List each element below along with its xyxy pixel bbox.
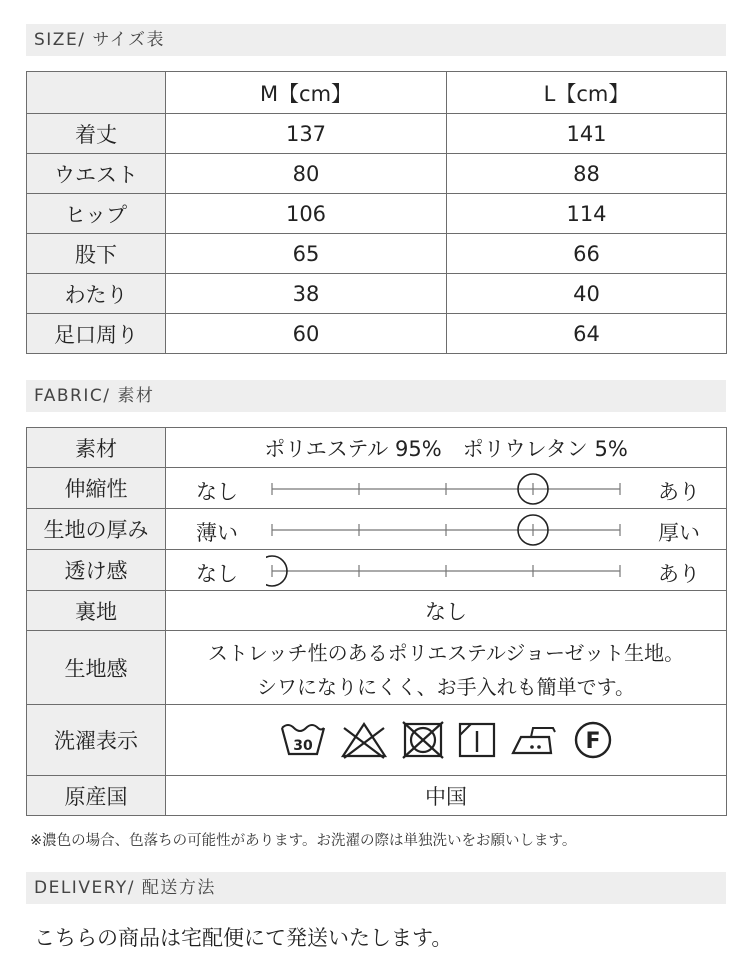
thickness-scale <box>166 509 727 550</box>
dry-clean-letter: F <box>585 729 601 754</box>
no-tumble-dry-icon <box>401 720 445 760</box>
sheerness-scale-track <box>266 550 626 590</box>
lining-label: 裏地 <box>27 591 166 631</box>
size-row-label: ウエスト <box>27 154 166 194</box>
size-m-value: 106 <box>166 194 447 234</box>
stretch-scale <box>166 468 727 509</box>
sheerness-left-word: なし <box>196 562 238 586</box>
iron-low-icon <box>509 720 561 760</box>
size-column-l: L【cm】 <box>447 72 727 114</box>
size-l-value: 141 <box>447 114 727 154</box>
texture-row <box>27 631 727 705</box>
size-l-value: 88 <box>447 154 727 194</box>
dry-clean-f-icon <box>573 720 613 760</box>
thickness-row <box>27 509 727 550</box>
care-label: 洗濯表示 <box>27 705 166 776</box>
size-row-label: 足口周り <box>27 314 166 354</box>
size-m-value: 80 <box>166 154 447 194</box>
fabric-section-header: FABRIC/ 素材 <box>26 380 726 412</box>
size-column-m: M【cm】 <box>166 72 447 114</box>
thickness-right-word: 厚い <box>658 521 700 545</box>
thickness-left-word: 薄い <box>196 521 238 545</box>
sheerness-scale <box>166 550 727 591</box>
fabric-table <box>26 427 727 816</box>
material-label: 素材 <box>27 428 166 468</box>
size-row-label: 股下 <box>27 234 166 274</box>
size-m-value: 65 <box>166 234 447 274</box>
texture-label: 生地感 <box>27 631 166 705</box>
size-m-value: 137 <box>166 114 447 154</box>
size-l-value: 66 <box>447 234 727 274</box>
stretch-right-word: あり <box>658 480 700 504</box>
sheerness-right-word: あり <box>658 562 700 586</box>
texture-line-1: ストレッチ性のあるポリエステルジョーゼット生地。 <box>207 640 685 665</box>
size-table <box>26 71 727 354</box>
size-l-value: 114 <box>447 194 727 234</box>
material-row <box>27 428 727 468</box>
size-table-corner <box>27 72 166 114</box>
origin-value: 中国 <box>166 776 727 816</box>
origin-label: 原産国 <box>27 776 166 816</box>
stretch-row <box>27 468 727 509</box>
size-section-header: SIZE/ サイズ表 <box>26 24 726 56</box>
thickness-label: 生地の厚み <box>27 509 166 550</box>
size-l-value: 40 <box>447 274 727 314</box>
no-bleach-icon <box>339 720 389 760</box>
table-row <box>27 314 727 354</box>
size-m-value: 60 <box>166 314 447 354</box>
care-symbols <box>166 705 727 776</box>
sheerness-row <box>27 550 727 591</box>
lining-value: なし <box>166 591 727 631</box>
wash-temp-text: 30 <box>293 738 313 754</box>
wash-30-icon <box>279 720 327 760</box>
origin-row <box>27 776 727 816</box>
sheerness-label: 透け感 <box>27 550 166 591</box>
size-row-label: わたり <box>27 274 166 314</box>
delivery-section-header: DELIVERY/ 配送方法 <box>26 872 726 904</box>
size-row-label: ヒップ <box>27 194 166 234</box>
texture-description <box>166 631 727 705</box>
stretch-label: 伸縮性 <box>27 468 166 509</box>
texture-line-2: シワになりにくく、お手入れも簡単です。 <box>257 674 635 699</box>
color-fade-note: ※濃色の場合、色落ちの可能性があります。お洗濯の際は単独洗いをお願いします。 <box>30 833 577 849</box>
table-row <box>27 194 727 234</box>
stretch-scale-track <box>266 468 626 508</box>
size-row-label: 着丈 <box>27 114 166 154</box>
table-row <box>27 154 727 194</box>
table-row <box>27 114 727 154</box>
stretch-left-word: なし <box>196 480 238 504</box>
lining-row <box>27 591 727 631</box>
delivery-description: こちらの商品は宅配便にて発送いたします。 <box>34 926 453 950</box>
size-l-value: 64 <box>447 314 727 354</box>
material-value: ポリエステル 95% ポリウレタン 5% <box>166 428 727 468</box>
table-row <box>27 234 727 274</box>
table-row <box>27 274 727 314</box>
size-m-value: 38 <box>166 274 447 314</box>
care-row <box>27 705 727 776</box>
line-dry-shade-icon <box>457 720 497 760</box>
thickness-scale-track <box>266 509 626 549</box>
